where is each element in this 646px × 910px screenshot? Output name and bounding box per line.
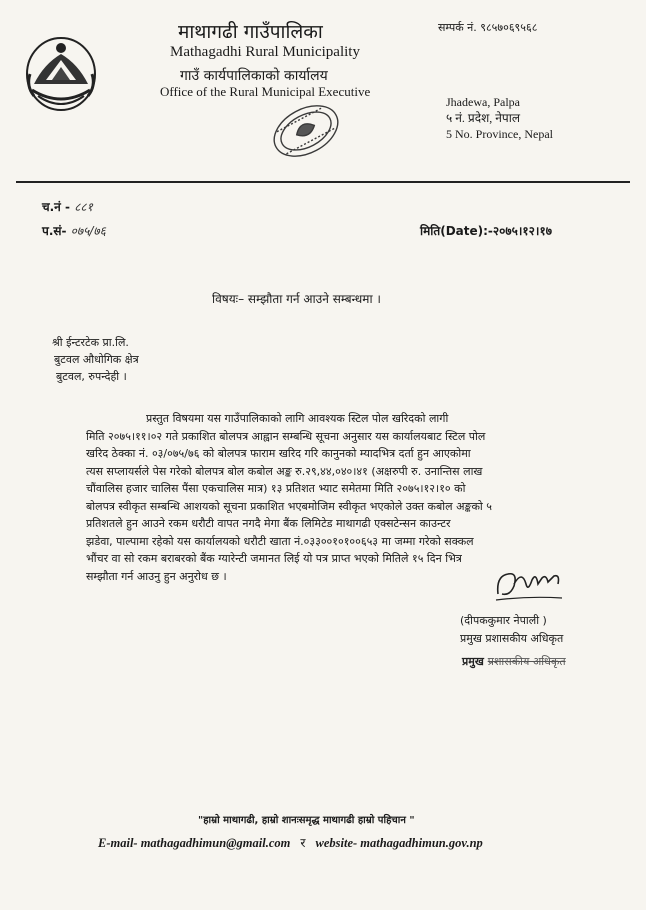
office-seal-stamp [260,98,352,164]
recipient-line: बुटवल, रुपन्देही । [56,370,127,383]
fiscal-year [42,222,106,239]
letter-number-value: ८८१ [74,200,93,214]
office-address [446,94,553,142]
letter-number [42,198,93,215]
body-line: प्रतिशतले हुन आउने रकम धरौटी वापत नगदै मेगा बैंक लिमिटेड माथागढी एक्सटेन्सन काउन्टर [86,517,451,530]
signatory-block [460,612,563,648]
letter-body [86,410,610,585]
signature-icon [492,566,566,606]
body-line: झडेवा, पाल्पामा रहेको यस कार्यालयको धरौटी खाता नं.०३३००१०१००६५३ मा जम्मा गरेको सक्कल [86,534,474,548]
date-value: २०७५।१२।१७ [492,224,552,238]
date-label: मिति(Date):- [420,224,493,238]
municipality-name-english: Mathagadhi Rural Municipality [170,44,360,60]
address-line: 5 No. Province, Nepal [446,127,553,141]
address-line: Jhadewa, Palpa [446,95,520,109]
body-line: चौंवालिस हजार चालिस पैंसा एकचालिस मात्र) १३ प्रतिशत भ्याट समेतमा मिति २०७५।१२।१० को [86,482,466,495]
body-line: भौंचर वा सो रकम बराबरको बैंक ग्यारेन्टी जमानत लिई यो पत्र प्राप्त भएको मितिले १५ दिन भित्र [86,552,462,565]
body-line: मिति २०७५।११।०२ गते प्रकाशित बोलपत्र आह्वान सम्बन्धि सूचना अनुसार यस कार्यालयबाट स्टिल पोल [86,429,486,443]
footer-motto: "हाम्रो माथागढी, हाम्रो शानःसमृद्ध माथागढी हाम्रो पहिचान " [198,815,415,826]
body-line: खरिद ठेक्का नं. ०३/०७५/७६ को बोलपत्र फाराम खरिद गरि कानुनको म्यादभित्र दर्ता हुन आएकोमा [86,447,471,460]
recipient-address [52,334,139,385]
office-name-english: Office of the Rural Municipal Executive [160,84,371,99]
contact-number: सम्पर्क नं. ९८५७०६९५६८ [438,21,538,34]
stamp-title-struck: प्रशासकीय अधिकृत [487,655,566,668]
body-line: बोलपत्र स्वीकृत सम्बन्धि आशयको सूचना प्रकाशित भएबमोजिम स्वीकृत भएकोले उक्त कबोल अङ्कको ५ [86,499,492,513]
fiscal-year-label: प.सं- [42,224,67,238]
office-name-nepali: गाउँ कार्यपालिकाको कार्यालय [180,68,328,84]
recipient-line: बुटवल औधोगिक क्षेत्र [54,353,139,366]
body-line: त्यस सप्लायर्सले पेस गरेको बोलपत्र बोल कबोल अङ्क रु.२९,४४,०४०।४१ (अक्षरुपी रु. उनान्तिस लाख [86,464,483,478]
letter-number-label: च.नं - [42,200,70,214]
letter-subject: विषयः– सम्झौता गर्न आउने सम्बन्धमा । [212,292,381,306]
header-divider [16,181,630,183]
recipient-line: श्री ईन्टरटेक प्रा.लि. [52,336,129,349]
stamp-title-bold: प्रमुख [462,655,484,668]
letter-date [420,222,552,239]
signatory-title: प्रमुख प्रशासकीय अधिकृत [460,632,564,645]
footer-separator: र [300,836,306,850]
footer-contact [98,834,483,851]
address-line: ५ नं. प्रदेश, नेपाल [446,111,520,125]
footer-email: E-mail- mathagadhimun@gmail.com [98,836,291,850]
municipality-name-nepali: माथागढी गाउँपालिका [178,21,323,43]
footer-website: website- mathagadhimun.gov.np [315,836,483,850]
body-line: सम्झौता गर्न आउनु हुन अनुरोध छ । [86,569,227,583]
nepal-emblem-icon [24,34,98,114]
signatory-title-stamp [462,654,566,669]
signatory-name: (दीपककुमार नेपाली ) [460,614,547,627]
fiscal-year-value: ०७५/७६ [70,224,106,238]
body-line: प्रस्तुत विषयमा यस गाउँपालिकाको लागि आवश्यक स्टिल पोल खरिदको लागी [146,412,449,425]
